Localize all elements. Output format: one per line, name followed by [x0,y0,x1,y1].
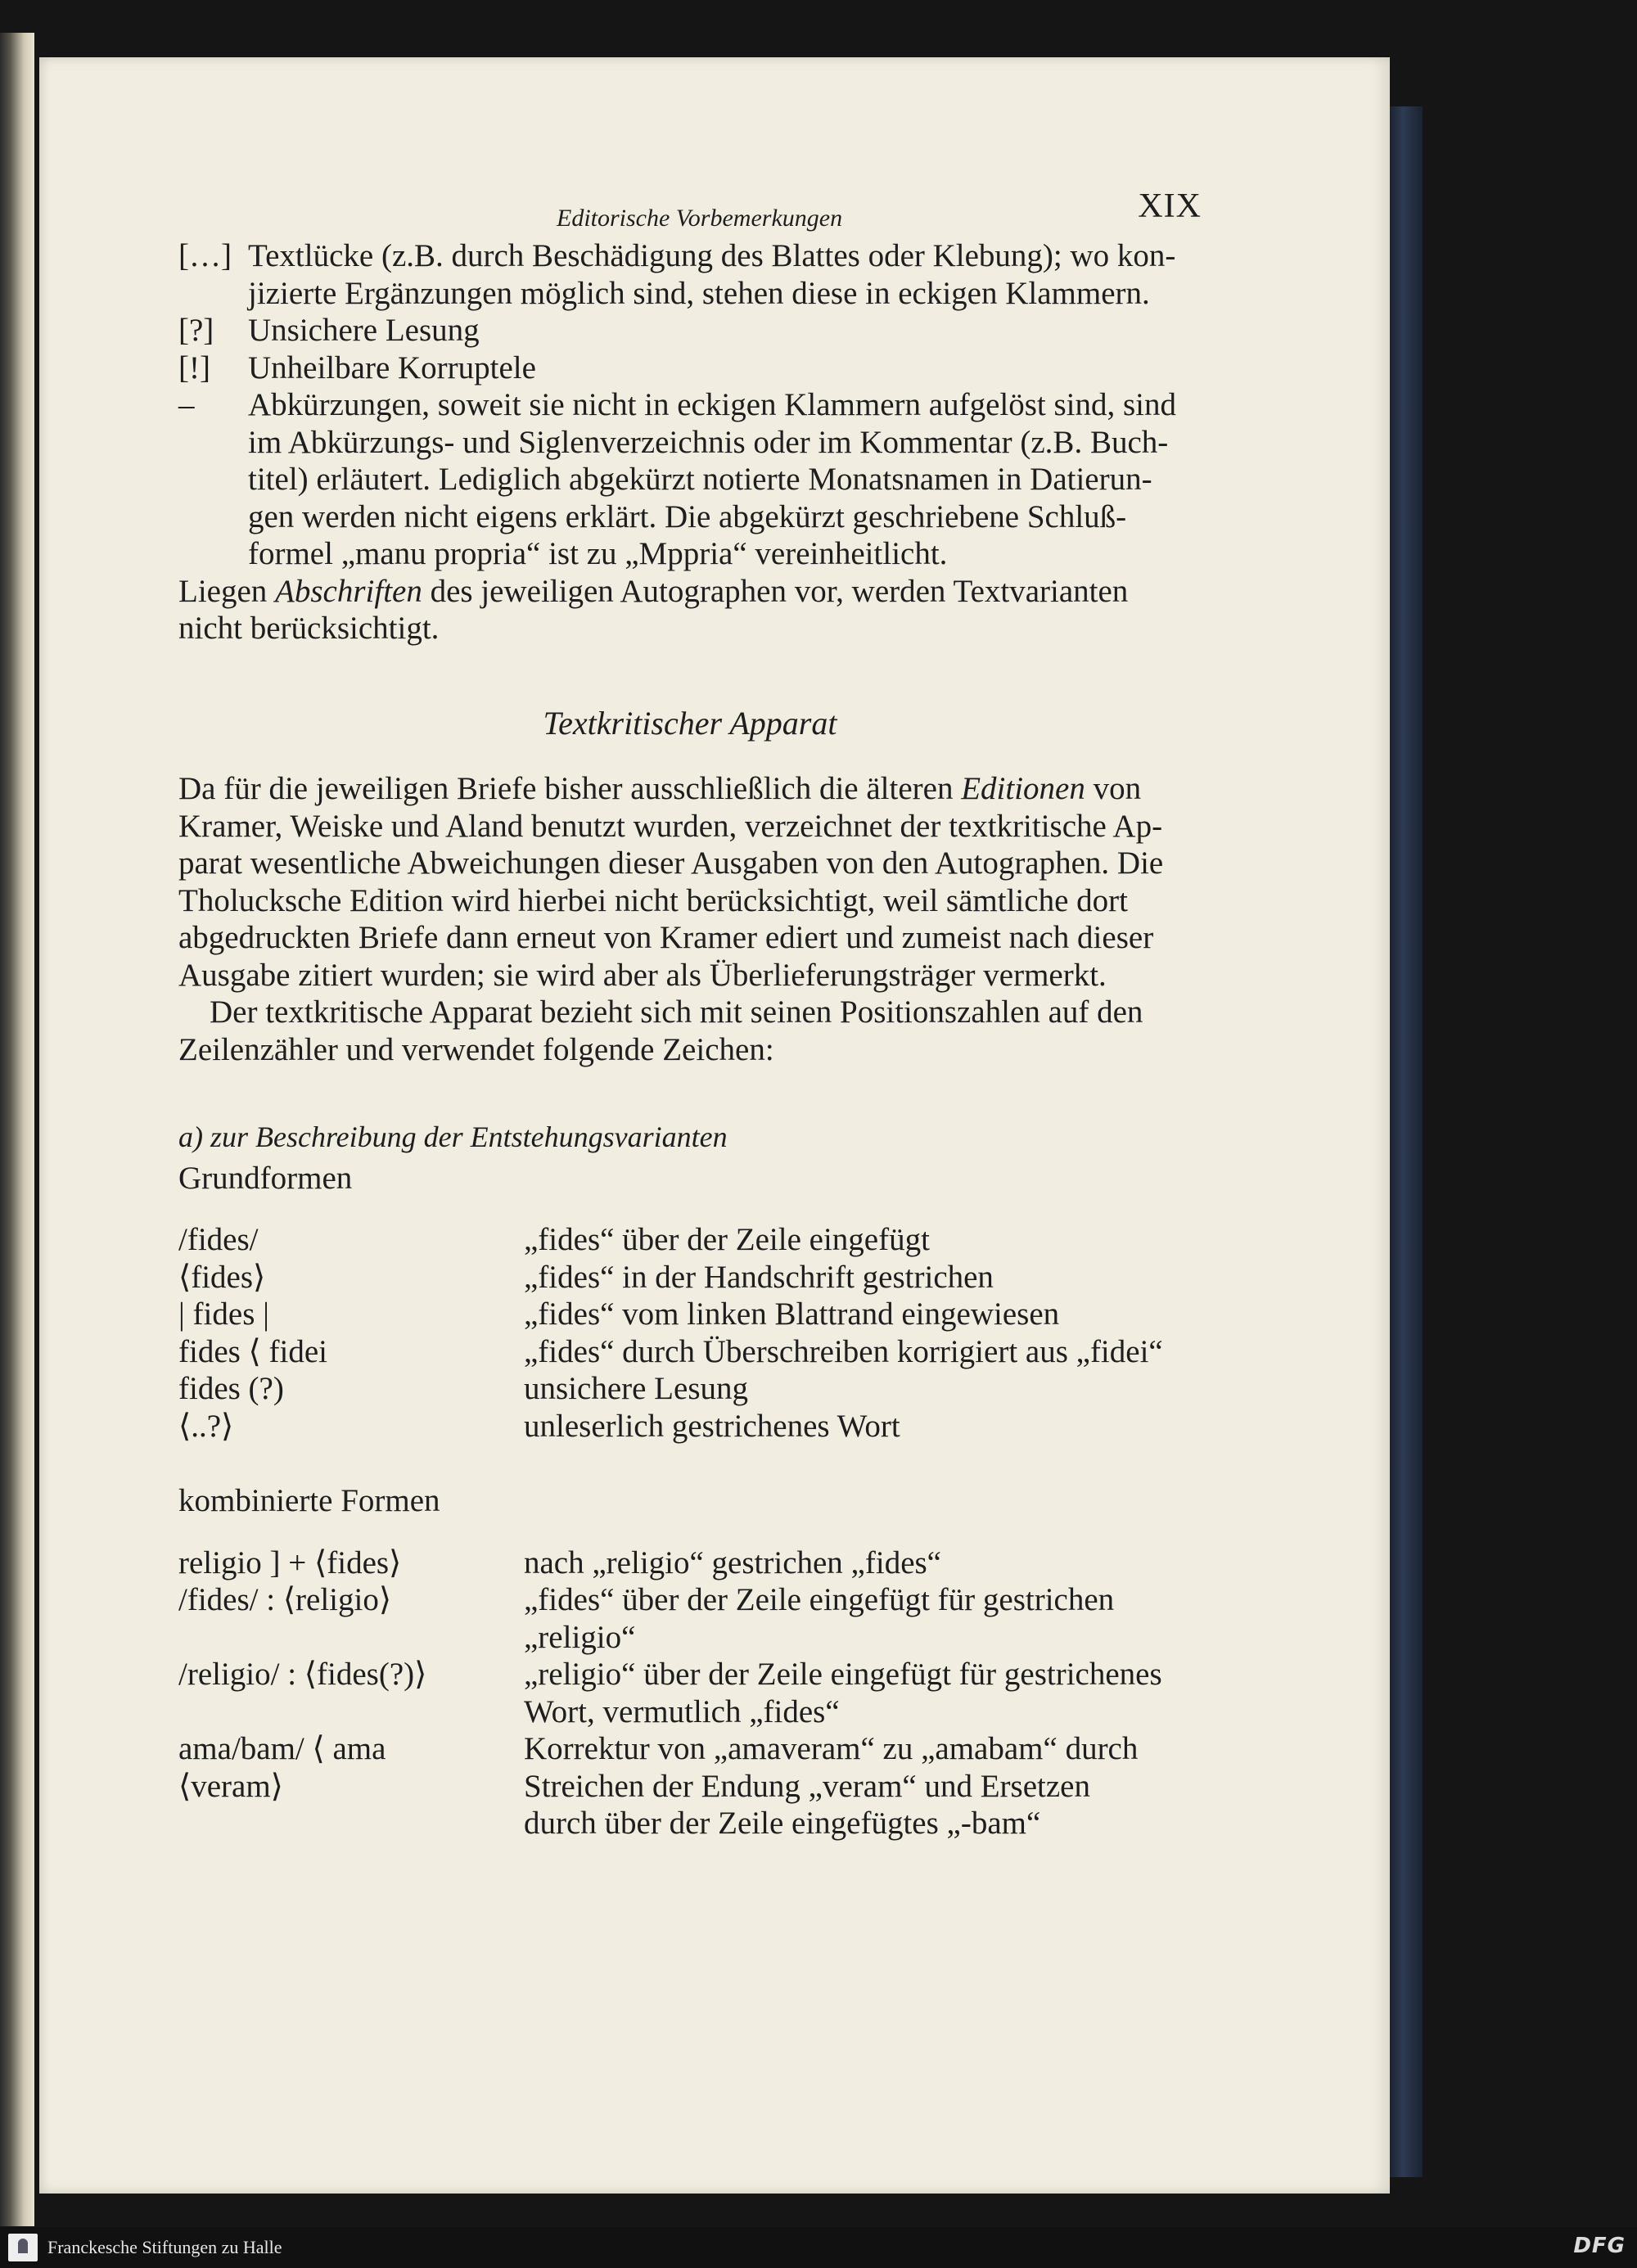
text-line: Unsichere Lesung [248,313,480,348]
table-row [178,1259,1202,1296]
text-line: Unheilbare Korruptele [248,349,536,386]
institution-name: Franckesche Stiftungen zu Halle [47,2237,282,2257]
notation: | fides | [178,1296,269,1332]
emphasis: Abschriften [275,573,422,609]
running-head-title: Editorische Vorbemerkungen [557,205,843,232]
text-line: jizierte Ergänzungen möglich sind, stehen diese in eckigen Klammern. [248,275,1150,311]
symbol-description [248,237,1202,312]
symbol-description [248,312,1202,349]
meaning: „fides“ durch Überschreiben korrigiert aus „fidei“ [524,1333,1163,1369]
text-line: Liegen Abschriften des jeweiligen Autographen vor, werden Textvarianten [178,573,1129,609]
table-row [178,1544,1202,1582]
table-row [178,1296,1202,1333]
table-row [178,1656,1202,1730]
text-line: nicht berücksichtigt. [178,611,440,646]
institution-logo-icon [8,2234,38,2261]
text-line: Abkürzungen, soweit sie nicht in eckigen Klammern aufgelöst sind, sind [248,387,1177,422]
notation: /religio/ : ⟨fides(?)⟩ [178,1657,427,1692]
meaning: „religio“ über der Zeile eingefügt für gestrichenes Wort, vermutlich „fides“ [524,1657,1162,1729]
table-row [178,1221,1202,1259]
symbol: […] [178,238,232,273]
symbol-row [178,349,1202,387]
text-line: formel „manu propria“ ist zu „Mppria“ vereinheitlicht. [248,536,948,571]
notation: ⟨fides⟩ [178,1259,266,1295]
meaning: „fides“ vom linken Blattrand eingewiesen [524,1296,1060,1332]
symbol-description [248,349,1202,387]
notation: religio ] + ⟨fides⟩ [178,1544,402,1580]
notation: fides (?) [178,1371,284,1406]
text-line: Kramer, Weiske und Aland benutzt wurden, verzeichnet der textkritische Ap- [178,808,1163,844]
meaning: „fides“ in der Handschrift gestrichen [524,1259,994,1295]
notation: ⟨..?⟩ [178,1408,234,1444]
dfg-logo: DFG [1573,2234,1626,2258]
notation: fides ⟨ fidei [178,1333,327,1369]
symbol-row [178,237,1202,312]
paragraph-apparatus [178,994,1202,1068]
text-line: titel) erläutert. Lediglich abgekürzt notierte Monatsnamen in Datierun- [248,462,1152,497]
symbol: – [178,387,195,422]
text-line: gen werden nicht eigens erklärt. Die abgekürzt geschriebene Schluß- [248,498,1127,534]
symbol-description [248,386,1202,573]
paragraph-editions [178,770,1202,994]
table-row [178,1370,1202,1408]
table-row [178,1408,1202,1445]
grundformen-table [178,1221,1202,1445]
meaning: Korrektur von „amaveram“ zu „amabam“ durch Streichen der Endung „veram“ und Ersetzen durch über der Zeile eingefügtes „-bam“ [524,1731,1139,1841]
grundformen-heading: Grundformen [178,1160,353,1196]
running-head [178,188,1202,237]
notation: ama/bam/ ⟨ ama ⟨veram⟩ [178,1731,386,1804]
page-number: XIX [1138,187,1202,225]
kombinierte-table [178,1544,1202,1842]
text-line: parat wesentliche Abweichungen dieser Ausgaben von den Autographen. Die [178,845,1164,881]
notation: /fides/ [178,1222,259,1257]
abschriften-paragraph [178,573,1202,647]
meaning: „fides“ über der Zeile eingefügt für gestrichen „religio“ [524,1582,1115,1655]
kombinierte-heading: kombinierte Formen [178,1483,440,1518]
meaning: „fides“ über der Zeile eingefügt [524,1222,930,1257]
emphasis: Editionen [961,771,1085,806]
table-row [178,1730,1202,1842]
meaning: nach „religio“ gestrichen „fides“ [524,1544,941,1580]
book-cover-edge [1390,106,1423,2177]
section-title: Textkritischer Apparat [543,704,837,742]
text-line: Da für die jeweiligen Briefe bisher ausschließlich die älteren Editionen von [178,771,1142,806]
symbol: [?] [178,313,214,348]
viewer-footer [0,2227,1637,2268]
meaning: unleserlich gestrichenes Wort [524,1408,900,1444]
text-line: Zeilenzähler und verwendet folgende Zeichen: [178,1031,774,1067]
table-row [178,1333,1202,1371]
subsection-heading: a) zur Beschreibung der Entstehungsvarianten [178,1120,728,1153]
meaning: unsichere Lesung [524,1371,748,1406]
symbol-row [178,312,1202,349]
text-line: Ausgabe zitiert wurden; sie wird aber als Überlieferungsträger vermerkt. [178,957,1107,993]
page-content [178,188,1202,1842]
notation: /fides/ : ⟨religio⟩ [178,1582,392,1617]
symbol-row [178,386,1202,573]
text-line: Der textkritische Apparat bezieht sich mit seinen Positionszahlen auf den [210,994,1143,1030]
left-page-edge [0,33,34,2226]
symbol-list [178,237,1202,573]
text-line: abgedruckten Briefe dann erneut von Kramer ediert und zumeist nach dieser [178,920,1154,955]
text-line: Textlücke (z.B. durch Beschädigung des Blattes oder Klebung); wo kon- [248,238,1176,273]
table-row [178,1581,1202,1656]
text-line: im Abkürzungs- und Siglenverzeichnis oder im Kommentar (z.B. Buch- [248,424,1169,460]
symbol: [!] [178,349,210,386]
text-line: Tholucksche Edition wird hierbei nicht berücksichtigt, weil sämtliche dort [178,882,1128,918]
